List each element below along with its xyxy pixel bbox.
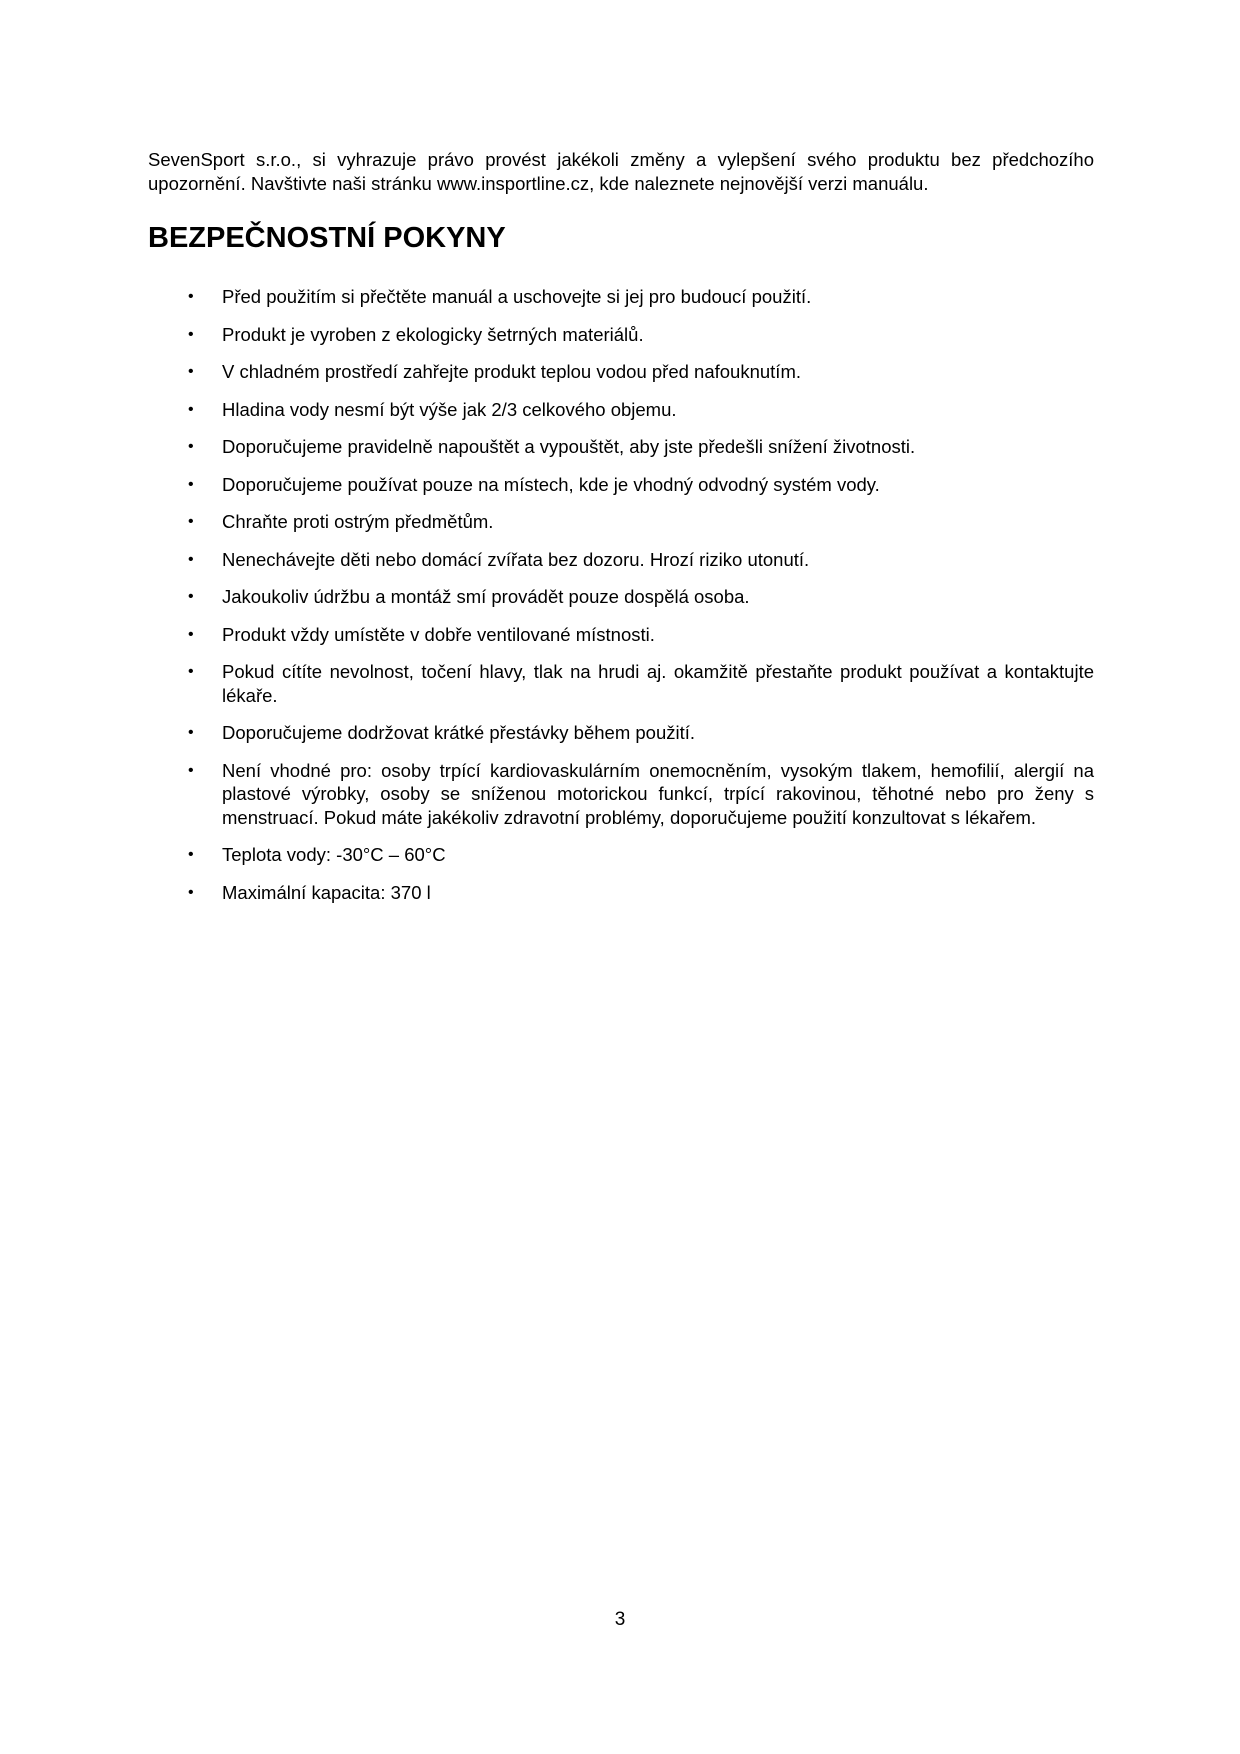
list-item-text: Nenechávejte děti nebo domácí zvířata bez dozoru. Hrozí riziko utonutí.: [222, 548, 810, 570]
list-item-text: Doporučujeme používat pouze na místech, kde je vhodný odvodný systém vody.: [222, 473, 880, 495]
list-item: [148, 881, 1094, 905]
list-item: [148, 510, 1094, 534]
list-item-text: Není vhodné pro: osoby trpící kardiovaskulárním onemocněním, vysokým tlakem, hemofilií, alergií na plastové výrobky, osoby se sníženou motorickou funkcí, trpící rakovinou, těhotné nebo pro ženy s menstruací. Pokud máte jakékoliv zdravotní problémy, doporučujeme použití konzultovat s lékařem.: [222, 759, 1094, 828]
list-item-text: Produkt vždy umístěte v dobře ventilované místnosti.: [222, 623, 655, 645]
bullet-icon: •: [188, 475, 194, 493]
bullet-icon: •: [188, 883, 194, 901]
list-item: [148, 585, 1094, 609]
bullet-icon: •: [188, 325, 194, 343]
section-heading: BEZPEČNOSTNÍ POKYNY: [148, 222, 506, 254]
list-item: [148, 623, 1094, 647]
list-item-text: Hladina vody nesmí být výše jak 2/3 celkového objemu.: [222, 398, 677, 420]
bullet-icon: •: [188, 288, 194, 305]
bullet-icon: •: [188, 761, 194, 779]
list-item-text: V chladném prostředí zahřejte produkt teplou vodou před nafouknutím.: [222, 361, 801, 382]
bullet-icon: •: [188, 625, 194, 643]
list-item-text: Pokud cítíte nevolnost, točení hlavy, tlak na hrudi aj. okamžitě přestaňte produkt používat a kontaktujte lékaře.: [222, 661, 1094, 706]
page-number: 3: [614, 1609, 626, 1630]
bullet-icon: •: [188, 363, 194, 380]
list-item-text: Jakoukoliv údržbu a montáž smí provádět pouze dospělá osoba.: [222, 586, 750, 607]
safety-instructions-list: [148, 285, 1094, 904]
bullet-icon: •: [188, 724, 194, 741]
bullet-icon: •: [188, 438, 194, 455]
list-item: [148, 435, 1094, 459]
list-item-text: Doporučujeme pravidelně napouštět a vypouštět, aby jste předešli snížení životnosti.: [222, 436, 916, 457]
bullet-icon: •: [188, 663, 194, 680]
list-item-text: Chraňte proti ostrým předmětům.: [222, 511, 494, 532]
list-item: [148, 843, 1094, 867]
bullet-icon: •: [188, 846, 194, 863]
list-item-text: Doporučujeme dodržovat krátké přestávky během použití.: [222, 722, 696, 743]
list-item-text: Teplota vody: -30°C – 60°C: [222, 844, 446, 865]
list-item: [148, 398, 1094, 422]
list-item: [148, 548, 1094, 572]
bullet-icon: •: [188, 550, 194, 568]
bullet-icon: •: [188, 400, 194, 418]
list-item: [148, 759, 1094, 830]
list-item: [148, 473, 1094, 497]
list-item: [148, 285, 1094, 309]
list-item: [148, 323, 1094, 347]
list-item: [148, 360, 1094, 384]
intro-paragraph: SevenSport s.r.o., si vyhrazuje právo provést jakékoli změny a vylepšení svého produktu bez předchozího upozornění. Navštivte naši stránku www.insportline.cz, kde naleznete nejnovější verzi manuálu.: [148, 149, 1094, 194]
list-item-text: Před použitím si přečtěte manuál a uschovejte si jej pro budoucí použití.: [222, 286, 812, 307]
document-page: [148, 148, 1094, 918]
list-item: [148, 721, 1094, 745]
list-item-text: Produkt je vyroben z ekologicky šetrných materiálů.: [222, 323, 644, 345]
bullet-icon: •: [188, 513, 194, 530]
list-item-text: Maximální kapacita: 370 l: [222, 881, 431, 903]
list-item: [148, 660, 1094, 707]
bullet-icon: •: [188, 588, 194, 605]
